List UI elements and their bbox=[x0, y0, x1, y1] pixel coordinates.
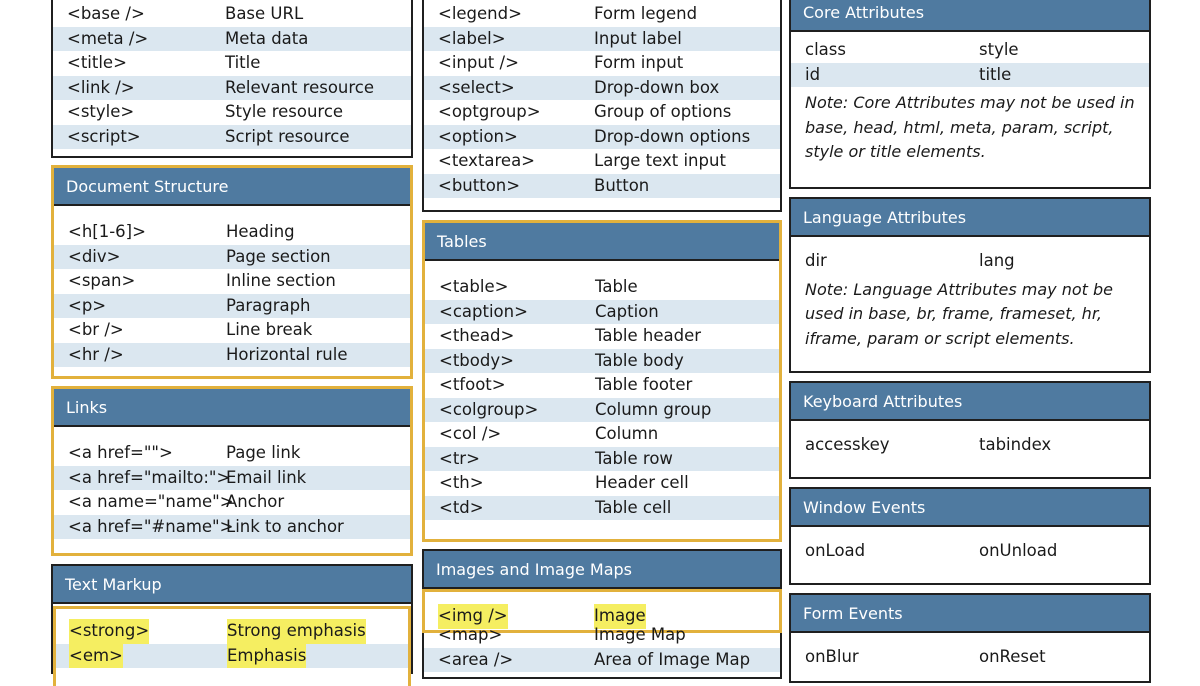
description: Table row bbox=[595, 448, 673, 468]
images-list bbox=[424, 589, 780, 672]
description: Image Map bbox=[594, 625, 686, 644]
description: Link to anchor bbox=[226, 516, 344, 536]
images-panel bbox=[422, 549, 782, 679]
description: Drop-down options bbox=[594, 126, 751, 146]
panel-title: Language Attributes bbox=[791, 199, 1149, 237]
table-row bbox=[791, 38, 1149, 63]
tag: <label> bbox=[438, 28, 506, 48]
tag: <a href="#name"> bbox=[68, 516, 234, 536]
tag: <caption> bbox=[439, 301, 528, 321]
core-attributes-list bbox=[791, 32, 1149, 87]
description: Paragraph bbox=[226, 295, 311, 315]
tag: <a href="mailto:"> bbox=[68, 467, 231, 487]
head-elements-list bbox=[53, 0, 411, 149]
table-row bbox=[424, 174, 780, 199]
tag: <a name="name"> bbox=[68, 492, 234, 511]
description: Header cell bbox=[595, 473, 689, 492]
window-events-list bbox=[791, 527, 1149, 564]
tag: <th> bbox=[439, 473, 484, 492]
description: Title bbox=[225, 53, 261, 72]
tag: <script> bbox=[67, 126, 141, 146]
language-attributes-panel bbox=[789, 197, 1151, 373]
tag: <table> bbox=[439, 277, 509, 296]
head-elements-panel bbox=[51, 0, 413, 158]
description: Script resource bbox=[225, 126, 350, 146]
links-panel bbox=[51, 386, 413, 556]
table-row bbox=[424, 100, 780, 125]
attribute: id bbox=[805, 64, 821, 84]
keyboard-attributes-list bbox=[791, 421, 1149, 458]
panel-title: Document Structure bbox=[54, 168, 410, 206]
table-row bbox=[54, 441, 410, 466]
tag: <strong> bbox=[69, 619, 149, 644]
tag: <button> bbox=[438, 175, 521, 195]
table-row bbox=[53, 27, 411, 52]
tag: <textarea> bbox=[438, 151, 536, 170]
tag: <br /> bbox=[68, 320, 124, 339]
description: Large text input bbox=[594, 151, 726, 170]
table-row bbox=[424, 51, 780, 76]
attribute: title bbox=[979, 64, 1012, 84]
tag: <img /> bbox=[438, 604, 508, 629]
description: Table header bbox=[595, 326, 702, 345]
table-row bbox=[791, 645, 1149, 670]
description: Base URL bbox=[225, 4, 304, 23]
description: Input label bbox=[594, 28, 682, 48]
tag: <option> bbox=[438, 126, 518, 146]
tag: <tbody> bbox=[439, 350, 514, 370]
description: Group of options bbox=[594, 102, 732, 121]
table-row bbox=[791, 249, 1149, 274]
table-row bbox=[53, 51, 411, 76]
tag: <tr> bbox=[439, 448, 480, 468]
tag: <link /> bbox=[67, 77, 135, 97]
table-row bbox=[424, 648, 780, 673]
tag: <meta /> bbox=[67, 28, 149, 48]
tag: <a href=""> bbox=[68, 443, 173, 462]
table-row bbox=[54, 220, 410, 245]
description: Table cell bbox=[595, 497, 672, 517]
event: onReset bbox=[979, 647, 1046, 666]
panel-title: Links bbox=[54, 389, 410, 427]
description: Page link bbox=[226, 443, 301, 462]
form-events-list bbox=[791, 633, 1149, 670]
tag: <em> bbox=[69, 644, 123, 669]
panel-title: Keyboard Attributes bbox=[791, 383, 1149, 421]
description: Email link bbox=[226, 467, 307, 487]
table-row bbox=[53, 2, 411, 27]
form-events-panel bbox=[789, 593, 1151, 683]
tag: <optgroup> bbox=[438, 102, 541, 121]
table-row bbox=[791, 63, 1149, 88]
attribute: class bbox=[805, 40, 846, 59]
description: Strong emphasis bbox=[227, 619, 366, 644]
table-row bbox=[425, 422, 779, 447]
tag: <td> bbox=[439, 497, 484, 517]
table-row bbox=[54, 318, 410, 343]
description: Area of Image Map bbox=[594, 649, 751, 669]
table-row bbox=[56, 644, 408, 669]
tag: <style> bbox=[67, 102, 135, 121]
attribute: lang bbox=[979, 251, 1015, 270]
attribute: tabindex bbox=[979, 435, 1052, 454]
table-row bbox=[54, 466, 410, 491]
text-markup-list bbox=[56, 609, 408, 668]
forms-panel bbox=[422, 0, 782, 212]
description: Emphasis bbox=[227, 644, 306, 669]
table-row bbox=[424, 2, 780, 27]
description: Anchor bbox=[226, 492, 285, 511]
description: Button bbox=[594, 175, 650, 195]
table-row bbox=[54, 515, 410, 540]
panel-title: Core Attributes bbox=[791, 0, 1149, 32]
panel-title: Images and Image Maps bbox=[424, 551, 780, 589]
forms-list bbox=[424, 0, 780, 198]
core-attributes-note: Note: Core Attributes may not be used in base, head, html, meta, param, script, style or title elements. bbox=[805, 93, 1135, 161]
event: onLoad bbox=[805, 541, 866, 560]
core-attributes-panel bbox=[789, 0, 1151, 189]
table-row bbox=[53, 125, 411, 150]
table-row bbox=[56, 619, 408, 644]
tag: <map> bbox=[438, 625, 503, 644]
tag: <col /> bbox=[439, 424, 502, 443]
event: onBlur bbox=[805, 647, 859, 666]
attribute: accesskey bbox=[805, 435, 890, 454]
tag: <select> bbox=[438, 77, 515, 97]
table-row bbox=[54, 490, 410, 515]
table-row bbox=[791, 539, 1149, 564]
tag: <base /> bbox=[67, 4, 145, 23]
table-row bbox=[53, 100, 411, 125]
description: Form legend bbox=[594, 4, 698, 23]
panel-title: Window Events bbox=[791, 489, 1149, 527]
description: Column bbox=[595, 424, 659, 443]
table-row bbox=[53, 76, 411, 101]
table-row bbox=[424, 27, 780, 52]
description: Caption bbox=[595, 301, 659, 321]
description: Page section bbox=[226, 246, 331, 266]
description: Relevant resource bbox=[225, 77, 375, 97]
table-row bbox=[424, 76, 780, 101]
tables-panel bbox=[422, 220, 782, 542]
description: Table bbox=[595, 277, 638, 296]
attribute: style bbox=[979, 40, 1019, 59]
keyboard-attributes-panel bbox=[789, 381, 1151, 479]
table-row bbox=[424, 623, 780, 648]
description: Horizontal rule bbox=[226, 344, 348, 364]
tag: <h[1-6]> bbox=[68, 222, 146, 241]
description: Table footer bbox=[595, 375, 693, 394]
tag: <span> bbox=[68, 271, 136, 290]
window-events-panel bbox=[789, 487, 1151, 585]
links-list bbox=[54, 427, 410, 539]
tables-list bbox=[425, 261, 779, 520]
document-structure-list bbox=[54, 206, 410, 367]
tag: <colgroup> bbox=[439, 399, 539, 419]
table-row bbox=[425, 349, 779, 374]
description: Line break bbox=[226, 320, 313, 339]
table-row bbox=[425, 398, 779, 423]
tag: <input /> bbox=[438, 53, 519, 72]
description: Image bbox=[594, 604, 646, 629]
table-row bbox=[425, 373, 779, 398]
table-row bbox=[425, 300, 779, 325]
table-row bbox=[425, 324, 779, 349]
table-row bbox=[791, 433, 1149, 458]
table-row bbox=[425, 447, 779, 472]
tag: <thead> bbox=[439, 326, 515, 345]
description: Table body bbox=[595, 350, 684, 370]
table-row bbox=[425, 275, 779, 300]
tag: <tfoot> bbox=[439, 375, 506, 394]
description: Heading bbox=[226, 222, 295, 241]
table-row bbox=[424, 149, 780, 174]
text-markup-highlight bbox=[53, 606, 411, 686]
table-row bbox=[54, 245, 410, 270]
table-row bbox=[54, 343, 410, 368]
description: Drop-down box bbox=[594, 77, 720, 97]
language-attributes-note: Note: Language Attributes may not be used in base, br, frame, frameset, hr, iframe, param or script elements. bbox=[805, 279, 1113, 348]
panel-title: Form Events bbox=[791, 595, 1149, 633]
event: onUnload bbox=[979, 541, 1058, 560]
description: Form input bbox=[594, 53, 684, 72]
table-row bbox=[54, 294, 410, 319]
description: Inline section bbox=[226, 271, 336, 290]
tag: <hr /> bbox=[68, 344, 124, 364]
tag: <p> bbox=[68, 295, 107, 315]
description: Meta data bbox=[225, 28, 309, 48]
description: Style resource bbox=[225, 102, 344, 121]
panel-title: Tables bbox=[425, 223, 779, 261]
tag: <area /> bbox=[438, 649, 514, 669]
table-row bbox=[425, 471, 779, 496]
table-row bbox=[54, 269, 410, 294]
language-attributes-list bbox=[791, 237, 1149, 274]
text-markup-panel bbox=[51, 564, 413, 674]
table-row bbox=[425, 496, 779, 521]
description: Column group bbox=[595, 399, 712, 419]
tag: <legend> bbox=[438, 4, 522, 23]
tag: <div> bbox=[68, 246, 121, 266]
attribute: dir bbox=[805, 251, 827, 270]
table-row bbox=[424, 125, 780, 150]
tag: <title> bbox=[67, 53, 127, 72]
panel-title: Text Markup bbox=[53, 566, 411, 604]
document-structure-panel bbox=[51, 165, 413, 379]
